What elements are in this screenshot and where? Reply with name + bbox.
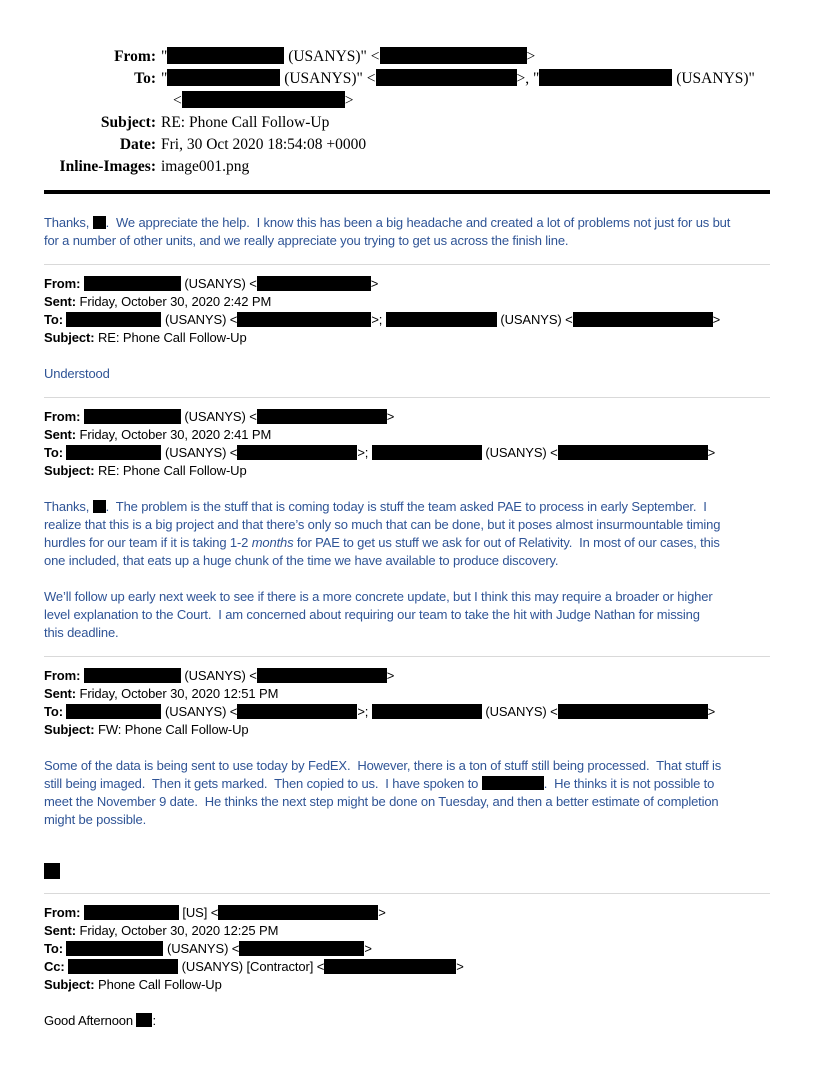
text-run: > — [364, 941, 372, 956]
body-line — [44, 624, 770, 642]
email-thread — [44, 214, 770, 1030]
redaction-box — [136, 1013, 152, 1027]
text-run: " — [161, 70, 168, 87]
redaction-box — [380, 47, 527, 64]
text-run: . He thinks it is not possible to — [543, 776, 715, 791]
header-field-value — [161, 46, 535, 68]
redaction-box — [372, 704, 482, 719]
text-run: " — [161, 48, 168, 65]
text-run: > — [370, 276, 379, 291]
quoted-header-label: To: — [44, 941, 63, 956]
redaction-box — [66, 704, 161, 719]
quoted-header-row — [44, 667, 770, 685]
section-divider — [44, 397, 770, 398]
quoted-header-label: Sent: — [44, 427, 77, 442]
header-field-value — [161, 68, 755, 90]
body-paragraph — [44, 588, 770, 642]
redaction-box — [167, 47, 284, 64]
header-field-value — [161, 112, 329, 134]
text-run: >; — [357, 704, 372, 719]
email-section — [44, 275, 770, 383]
quoted-header-row — [44, 976, 770, 994]
body-line — [44, 775, 770, 793]
quoted-header-row — [44, 329, 770, 347]
text-run: >, " — [516, 70, 540, 87]
header-field-label — [44, 90, 161, 112]
text-run: (USANYS) < — [161, 704, 238, 719]
redaction-box — [386, 312, 497, 327]
quoted-header-label: To: — [44, 312, 63, 327]
email-header-block — [44, 46, 770, 178]
redaction-box — [66, 941, 163, 956]
redaction-box — [84, 905, 179, 920]
header-field-label: Subject: — [100, 114, 156, 131]
redaction-box — [237, 312, 371, 327]
section-divider — [44, 656, 770, 657]
quoted-header-row — [44, 904, 770, 922]
emphasis-text: months — [251, 535, 294, 550]
text-run: image001.png — [161, 158, 250, 175]
text-run: (USANYS) < — [161, 312, 238, 327]
text-run: still being imaged. Then it gets marked. Then copied to us. I have spoken to — [44, 776, 482, 791]
quoted-header-label: Subject: — [44, 330, 95, 345]
text-run: < — [173, 92, 182, 109]
text-run: (USANYS) < — [496, 312, 573, 327]
body-line — [44, 516, 770, 534]
text-run: > — [712, 312, 721, 327]
text-run: (USANYS)" < — [284, 48, 380, 65]
body-paragraph — [44, 757, 770, 829]
text-run: RE: Phone Call Follow-Up — [94, 330, 247, 345]
text-run: might be possible. — [44, 812, 147, 827]
body-line — [44, 365, 770, 383]
quoted-header-label: From: — [44, 668, 81, 683]
text-run: realize that this is a big project and that there’s only so much that can be done, but it poses almost insurmountable timing — [44, 517, 721, 532]
text-run: >; — [357, 445, 372, 460]
header-field-row — [44, 134, 770, 156]
redaction-box — [68, 959, 178, 974]
text-run: >; — [371, 312, 386, 327]
email-section — [44, 408, 770, 642]
quoted-header-row — [44, 958, 770, 976]
text-run: > — [526, 48, 536, 65]
quoted-header-row — [44, 408, 770, 426]
quoted-header-row — [44, 462, 770, 480]
quoted-header-row — [44, 685, 770, 703]
redaction-box — [482, 776, 544, 790]
email-section — [44, 214, 770, 250]
body-line — [44, 534, 770, 552]
body-line — [44, 498, 770, 516]
header-field-row — [44, 156, 770, 178]
body-line — [44, 1012, 770, 1030]
body-paragraph — [44, 214, 770, 250]
quoted-header-label: Sent: — [44, 923, 77, 938]
quoted-header-row — [44, 275, 770, 293]
body-line — [44, 757, 770, 775]
text-run: Friday, October 30, 2020 2:41 PM — [76, 427, 272, 442]
text-run: RE: Phone Call Follow-Up — [94, 463, 247, 478]
text-run: level explanation to the Court. I am concerned about requiring our team to take the hit with Judge Nathan for missing — [44, 607, 700, 622]
text-run: : — [152, 1013, 156, 1028]
redaction-box — [167, 69, 280, 86]
quoted-header-label: Sent: — [44, 294, 77, 309]
header-field-value — [161, 90, 354, 112]
quoted-header-row — [44, 444, 770, 462]
text-run: for a number of other units, and we really appreciate you trying to get us across the finish line. — [44, 233, 569, 248]
quoted-header-row — [44, 311, 770, 329]
text-run: Good Afternoon — [44, 1013, 137, 1028]
text-run: (USANYS) < — [481, 704, 558, 719]
text-run: > — [386, 668, 395, 683]
redaction-box — [558, 445, 708, 460]
redaction-box — [539, 69, 672, 86]
text-run: FW: Phone Call Follow-Up — [94, 722, 249, 737]
redaction-box — [84, 276, 181, 291]
text-run: (USANYS) < — [180, 409, 257, 424]
text-run: RE: Phone Call Follow-Up — [161, 114, 330, 131]
body-paragraph — [44, 365, 770, 383]
header-field-label: From: — [114, 48, 156, 65]
body-line — [44, 232, 770, 250]
text-run: (USANYS) < — [161, 445, 238, 460]
text-run: (USANYS) < — [481, 445, 558, 460]
header-field-label: Inline-Images: — [59, 158, 156, 175]
email-section — [44, 904, 770, 1030]
header-field-label: Date: — [119, 136, 156, 153]
text-run: > — [378, 905, 386, 920]
redaction-box — [372, 445, 482, 460]
redaction-box — [182, 91, 345, 108]
text-run: > — [344, 92, 354, 109]
header-field-row — [44, 112, 770, 134]
text-run: one included, that eats up a huge chunk of the time we have available to produce discovery. — [44, 553, 559, 568]
header-field-row — [44, 46, 770, 68]
redaction-box — [84, 668, 181, 683]
quoted-header-row — [44, 922, 770, 940]
text-run: this deadline. — [44, 625, 119, 640]
quoted-header-label: To: — [44, 445, 63, 460]
signature-redaction-box — [44, 863, 60, 879]
quoted-header-label: From: — [44, 905, 81, 920]
header-rule — [44, 190, 770, 194]
header-field-label: To: — [134, 70, 156, 87]
text-run: Phone Call Follow-Up — [94, 977, 222, 992]
quoted-header-row — [44, 940, 770, 958]
text-run: Fri, 30 Oct 2020 18:54:08 +0000 — [161, 136, 367, 153]
text-run: [US] < — [178, 905, 219, 920]
text-run: for PAE to get us stuff we ask for out of Relativity. In most of our cases, this — [293, 535, 720, 550]
text-run: > — [386, 409, 395, 424]
text-run: . We appreciate the help. I know this has been a big headache and created a lot of problems not just for us but — [105, 215, 731, 230]
text-run: (USANYS)" — [672, 70, 755, 87]
quoted-header-label: Subject: — [44, 463, 95, 478]
quoted-header-label: Cc: — [44, 959, 65, 974]
section-divider — [44, 893, 770, 894]
quoted-header-label: Subject: — [44, 977, 95, 992]
redaction-box — [257, 276, 371, 291]
body-line — [44, 606, 770, 624]
quoted-header-row — [44, 721, 770, 739]
header-field-row — [44, 90, 770, 112]
header-field-value — [161, 134, 366, 156]
text-run: hurdles for our team if it is taking 1-2 — [44, 535, 252, 550]
email-section — [44, 667, 770, 879]
header-field-row — [44, 68, 770, 90]
body-line — [44, 811, 770, 829]
text-run: (USANYS) < — [180, 276, 257, 291]
redaction-box — [324, 959, 456, 974]
text-run: > — [707, 445, 716, 460]
body-line — [44, 793, 770, 811]
redaction-box — [257, 668, 387, 683]
redaction-box — [66, 445, 161, 460]
redaction-box — [93, 500, 106, 513]
section-divider — [44, 264, 770, 265]
text-run: Thanks, — [44, 499, 93, 514]
text-run: (USANYS) < — [163, 941, 240, 956]
text-run: Thanks, — [44, 215, 93, 230]
redaction-box — [237, 445, 357, 460]
text-run: (USANYS) [Contractor] < — [178, 959, 325, 974]
redaction-box — [239, 941, 364, 956]
body-line — [44, 214, 770, 232]
text-run: Some of the data is being sent to use today by FedEX. However, there is a ton of stuff still being processed. That stuff is — [44, 758, 722, 773]
text-run: meet the November 9 date. He thinks the next step might be done on Tuesday, and then a better estimate of completion — [44, 794, 719, 809]
quoted-header-row — [44, 293, 770, 311]
text-run: (USANYS)" < — [280, 70, 376, 87]
text-run: We’ll follow up early next week to see if there is a more concrete update, but I think this may require a broader or higher — [44, 589, 713, 604]
body-paragraph — [44, 1012, 770, 1030]
quoted-header-label: Sent: — [44, 686, 77, 701]
text-run: > — [707, 704, 716, 719]
redaction-box — [84, 409, 181, 424]
header-field-value — [161, 156, 249, 178]
body-line — [44, 588, 770, 606]
body-paragraph — [44, 498, 770, 570]
redaction-box — [573, 312, 713, 327]
redaction-box — [257, 409, 387, 424]
redaction-box — [376, 69, 517, 86]
quoted-header-row — [44, 703, 770, 721]
text-run: Friday, October 30, 2020 2:42 PM — [76, 294, 272, 309]
redaction-box — [93, 216, 106, 229]
quoted-header-row — [44, 426, 770, 444]
body-line — [44, 552, 770, 570]
text-run: . The problem is the stuff that is coming today is stuff the team asked PAE to process in early September. I — [105, 499, 707, 514]
quoted-header-label: To: — [44, 704, 63, 719]
text-run: (USANYS) < — [180, 668, 257, 683]
quoted-header-label: Subject: — [44, 722, 95, 737]
text-run: Understood — [44, 366, 110, 381]
redaction-box — [66, 312, 161, 327]
redaction-box — [558, 704, 708, 719]
text-run: Friday, October 30, 2020 12:25 PM — [76, 923, 279, 938]
quoted-header-label: From: — [44, 276, 81, 291]
text-run: Friday, October 30, 2020 12:51 PM — [76, 686, 279, 701]
quoted-header-label: From: — [44, 409, 81, 424]
text-run: > — [456, 959, 464, 974]
redaction-box — [218, 905, 378, 920]
redaction-box — [237, 704, 357, 719]
